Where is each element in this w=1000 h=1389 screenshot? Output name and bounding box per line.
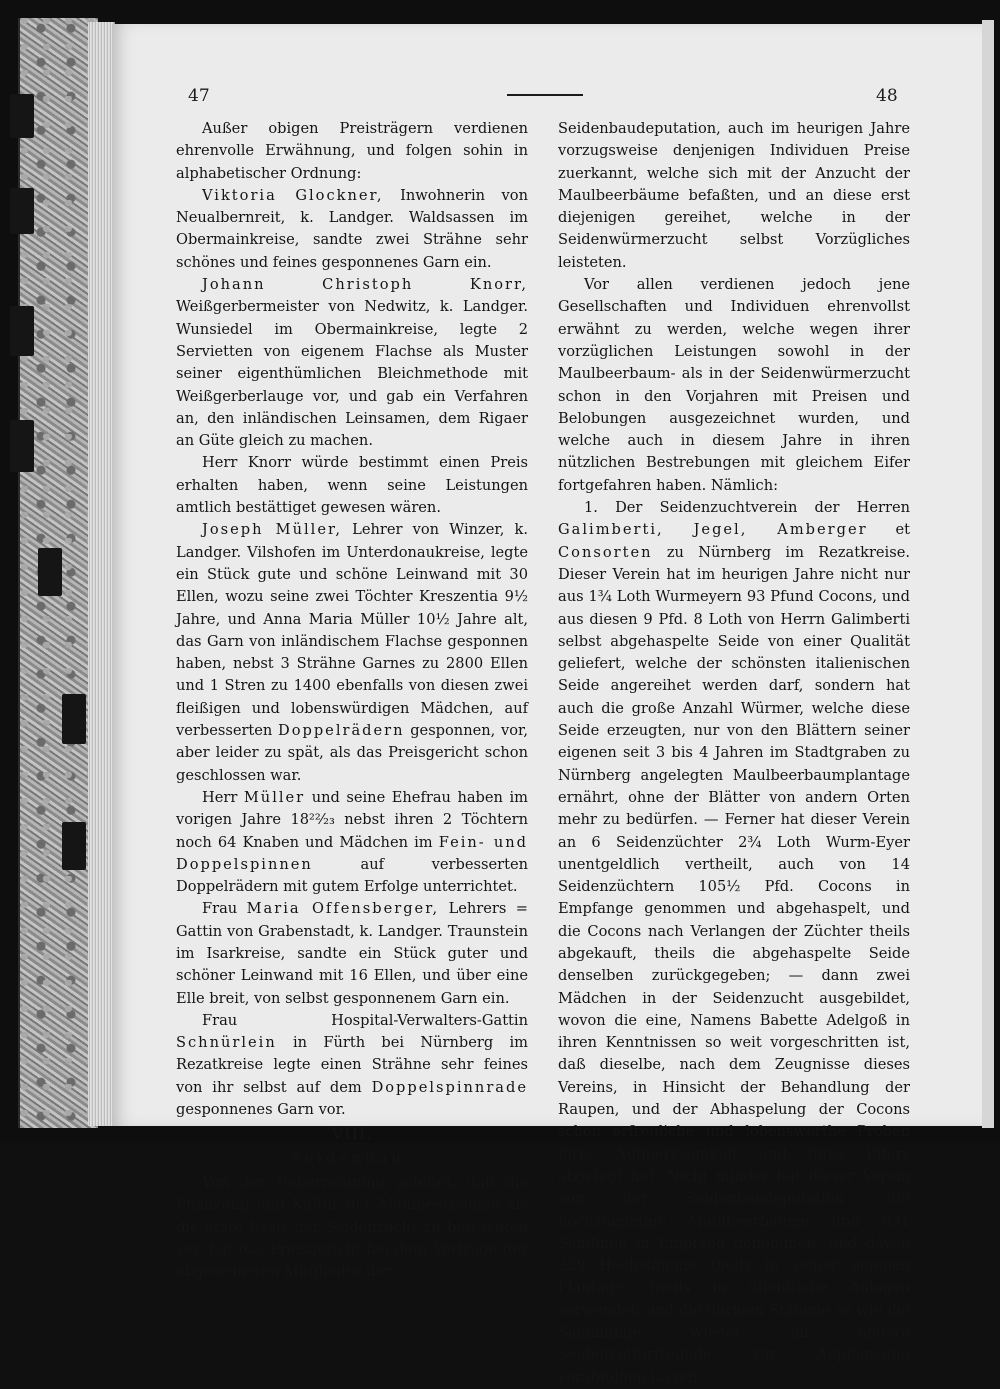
text: Frau Hospital-Verwalters-Gattin <box>202 1011 528 1029</box>
person-name: Viktoria Glockner, <box>202 186 384 204</box>
text: in Fürth bei Nürnberg im Rezatkreise legte einen Strähne sehr feines von ihr selbst auf dem <box>176 1034 528 1096</box>
paragraph <box>176 274 528 452</box>
text: Von der Ueberzeugung geleitet, daß die Pflanzung und Kultur der Maulbeerbäume als die erste Basis der Seidenzucht zu betrachten sey, hat das Preisgericht bei dem Vortrage der abgeordneten Mitglieder der <box>176 1173 528 1281</box>
text: Vor allen verdienen jedoch jene Gesellschaften und Individuen ehrenvollst erwähnt zu werden, welche wegen ihrer vorzüglichen Leistungen sowohl in der Maulbeerbaum- als in der Seidenwürmerzucht schon in den Vorjahren mit Preisen und Belobungen ausgezeichnet wurden, und welche auch in diesem Jahre in ihren nützlichen Bestrebungen mit gleichem Eifer fortgefahren haben. Nämlich: <box>558 276 910 494</box>
next-page-edge <box>982 20 994 1128</box>
section-heading: VIII. <box>331 1124 373 1144</box>
person-name: Johann Christoph Knorr, <box>202 276 528 294</box>
left-column <box>176 118 528 1283</box>
paragraph <box>558 274 910 497</box>
binding-tab <box>10 188 34 234</box>
emphasis: Doppelrädern <box>278 722 405 740</box>
paragraph <box>176 118 528 185</box>
text: Herr <box>202 788 244 806</box>
person-name: Joseph Müller, <box>202 521 342 539</box>
text: 1. Der Seidenzuchtverein der Herren <box>584 499 910 517</box>
text: und seine Ehefrau haben im vorigen Jahre 18²²⁄₂₃ nebst ihren 2 Töchtern noch 64 Knaben und Mädchen im <box>176 788 528 851</box>
text: zu Nürnberg im Rezatkreise. Dieser Verein hat im heurigen Jahre nicht nur aus 1¾ Loth Wurmeyern 93 Pfund Cocons, und aus diesen 9 Pfd. 8 Loth von Herrn Galimberti selbst abgehaspelte Seide von einer Qualität geliefert, welche der schönsten italienischen Seide angereihet werden darf, sondern hat auch die große Anzahl Würmer, welche diese Seide erzeugten, nur von den Blättern seiner eigenen seit 3 bis 4 Jahren im Stadtgraben zu Nürnberg angelegten Maulbeerbaumplantage ernährt, ohne der Blätter von andern Orten mehr zu bedürfen. — Ferner hat dieser Verein an 6 Seidenzüchter 2¾ Loth Wurm-Eyer unentgeldlich vertheilt, auch von 14 Seidenzüchtern 105½ Pfd. Cocons in Empfange genommen und abgehaspelt, und die Cocons nach Verlangen der Züchter theils abgekauft, theils die abgehaspelte Seide denselben zurückgegeben; — dann zwei Mädchen in der Seidenzucht ausgebildet, wovon die eine, Namens Babette Adelgoß in ihren Kenntnissen so weit vorgeschritten ist, daß dieselbe, nach dem Zeugnisse dieses Vereins, in Hinsicht der Behandlung der Raupen, und der Abhaspelung der Cocons schon erfreuliche und lobenswerthe Proben ihrer Aufmerksamkeit und ihres Eifers abgelegt hat. Nicht minder hat dieser Verein von der Seidenbaudeputation 300 hochstämmige Maulbeerbäume und 831 Sämlinge in Empfang genommen, und davon 229 Hochstämme theils in seiner eigenen Plantage, theils in öffentliche Anlagen verwendet, und die übrigen Stämme so wie die Sämmlinge wieder an andere Seidenkulturfreunde zur Anpflanzung verabfolgen lassen. <box>558 543 910 1386</box>
page-sheet <box>112 24 982 1386</box>
paragraph <box>176 898 528 1009</box>
text: Frau <box>202 900 247 918</box>
paragraph <box>176 519 528 787</box>
paragraph <box>176 787 528 898</box>
emphasis: Consorten <box>558 543 653 561</box>
paragraph <box>176 1172 528 1283</box>
paragraph <box>176 1010 528 1121</box>
header-rule <box>507 94 583 96</box>
text: Herr Knorr würde bestimmt einen Preis erhalten haben, wenn seine Leistungen amtlich bestättiget gewesen wären. <box>176 454 528 517</box>
page-edges <box>88 22 115 1126</box>
text: Lehrers = Gattin von Grabenstadt, k. Landger. Traunstein im Isarkreise, sandte ein Stück guter und schöner Leinwand mit 16 Ellen, und über eine Elle breit, von selbst gesponnenem Garn ein. <box>176 900 528 1007</box>
person-name: Schnürlein <box>176 1034 277 1052</box>
binding-tab <box>10 306 34 356</box>
person-name: Müller <box>243 788 306 806</box>
text: et <box>867 521 911 539</box>
binding-tab <box>62 822 86 870</box>
binding-tab <box>62 694 86 744</box>
person-name: Maria Offensberger, <box>246 900 440 918</box>
text: gesponnen, vor, aber leider zu spät, als das Preisgericht schon geschlossen war. <box>176 722 529 784</box>
paragraph <box>176 452 528 519</box>
page-number-right: 48 <box>876 86 898 106</box>
right-column <box>558 118 910 1389</box>
text: Inwohnerin von Neualbernreit, k. Landger. Waldsassen im Obermainkreise, sandte zwei Strähne sehr schönes und feines gesponnenes Garn ein. <box>176 186 528 271</box>
paragraph <box>558 118 910 274</box>
binding-tab <box>38 548 62 596</box>
text: Lehrer von Winzer, k. Landger. Vilshofen im Unterdonaukreise, legte ein Stück gute und schöne Leinwand mit 30 Ellen, wozu seine zwei Töchter Kreszentia 9½ Jahre, und Anna Maria Müller 10½ Jahre alt, das Garn von inländischem Flachse gesponnen haben, nebst 3 Strähne Garnes zu 2800 Ellen und 1 Stren zu 1400 ebenfalls von diesen zwei fleißigen und lobenswürdigen Mädchen, auf verbesserten <box>176 521 529 740</box>
text: Weißgerbermeister von Nedwitz, k. Landger. Wunsiedel im Obermainkreise, legte 2 Servietten von eigenem Flachse als Muster seiner eigenthümlichen Bleichmethode mit Weißgerberlauge vor, und gab ein Verfahren an, den inländischen Leinsamen, dem Rigaer an Güte gleich zu machen. <box>176 298 528 450</box>
person-names: Galimberti, Jegel, Amberger <box>558 521 868 539</box>
binding-tab <box>10 420 34 472</box>
text: auf verbesserten Doppelrädern mit gutem Erfolge unterrichtet. <box>176 855 528 896</box>
emphasis: Fein- und Doppelspinnen <box>176 833 529 873</box>
text: Seidenbaudeputation, auch im heurigen Jahre vorzugsweise denjenigen Individuen Preise zuerkannt, welche sich mit der Anzucht der Maulbeerbäume befaßten, und an diese erst diejenigen gereihet, welche in der Seidenwürmerzucht selbst Vorzügliches leisteten. <box>558 120 910 271</box>
section-subheading: Seidenbau. <box>290 1149 414 1167</box>
emphasis: Doppelspinnrade <box>371 1078 528 1096</box>
binding-tab <box>10 94 34 138</box>
paragraph <box>176 185 528 274</box>
text: Außer obigen Preisträgern verdienen ehrenvolle Erwähnung, und folgen sohin in alphabetischer Ordnung: <box>176 120 528 182</box>
paragraph <box>558 497 910 1389</box>
text: gesponnenes Garn vor. <box>176 1101 346 1119</box>
page-number-left: 47 <box>188 86 210 106</box>
